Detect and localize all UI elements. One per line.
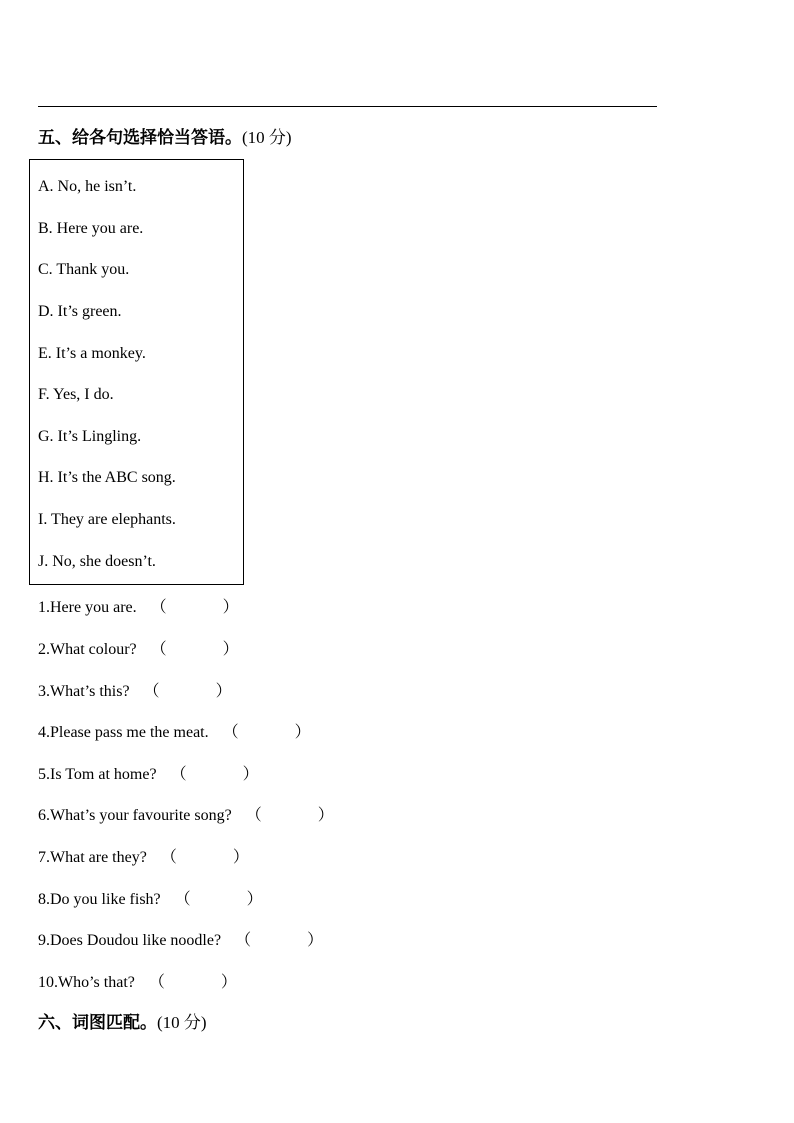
option-g: G. It’s Lingling. <box>38 428 142 445</box>
question-5 <box>38 765 259 785</box>
answer-blank[interactable]: （ ） <box>174 891 263 908</box>
option-e: E. It’s a monkey. <box>38 345 146 362</box>
question-text: 6.What’s your favourite song? <box>38 807 232 824</box>
section-5-title <box>38 127 292 149</box>
option-h: H. It’s the ABC song. <box>38 469 176 486</box>
section-5-title-text: 五、给各句选择恰当答语。 <box>38 128 242 148</box>
question-text: 4.Please pass me the meat. <box>38 724 209 741</box>
option-j: J. No, she doesn’t. <box>38 553 156 570</box>
answer-blank[interactable]: （ ） <box>235 932 324 949</box>
answer-blank[interactable]: （ ） <box>222 724 311 741</box>
answer-blank[interactable]: （ ） <box>143 683 232 700</box>
answer-blank[interactable]: （ ） <box>150 641 239 658</box>
option-a: A. No, he isn’t. <box>38 178 137 195</box>
question-text: 1.Here you are. <box>38 599 137 616</box>
option-d: D. It’s green. <box>38 303 122 320</box>
question-9 <box>38 931 323 951</box>
question-text: 3.What’s this? <box>38 683 130 700</box>
section-5-points: (10 分) <box>242 128 292 147</box>
question-text: 7.What are they? <box>38 849 147 866</box>
question-text: 8.Do you like fish? <box>38 891 161 908</box>
question-text: 9.Does Doudou like noodle? <box>38 932 222 949</box>
question-8 <box>38 890 263 910</box>
section-6-points: (10 分) <box>157 1013 207 1032</box>
question-text: 5.Is Tom at home? <box>38 766 157 783</box>
answer-blank[interactable]: （ ） <box>150 599 239 616</box>
question-7 <box>38 848 249 868</box>
answer-blank[interactable]: （ ） <box>148 974 237 991</box>
question-4 <box>38 723 311 743</box>
question-10 <box>38 973 237 993</box>
question-text: 10.Who’s that? <box>38 974 135 991</box>
question-text: 2.What colour? <box>38 641 137 658</box>
header-rule <box>38 106 657 107</box>
option-c: C. Thank you. <box>38 261 130 278</box>
answer-blank[interactable]: （ ） <box>160 849 249 866</box>
question-2 <box>38 640 239 660</box>
answer-blank[interactable]: （ ） <box>245 807 334 824</box>
answer-options-box <box>29 159 244 585</box>
answer-blank[interactable]: （ ） <box>170 766 259 783</box>
question-1 <box>38 598 239 618</box>
section-6-title <box>38 1012 207 1034</box>
option-f: F. Yes, I do. <box>38 386 114 403</box>
question-3 <box>38 682 232 702</box>
option-b: B. Here you are. <box>38 220 144 237</box>
section-6-title-text: 六、词图匹配。 <box>38 1013 157 1033</box>
question-6 <box>38 806 334 826</box>
option-i: I. They are elephants. <box>38 511 176 528</box>
